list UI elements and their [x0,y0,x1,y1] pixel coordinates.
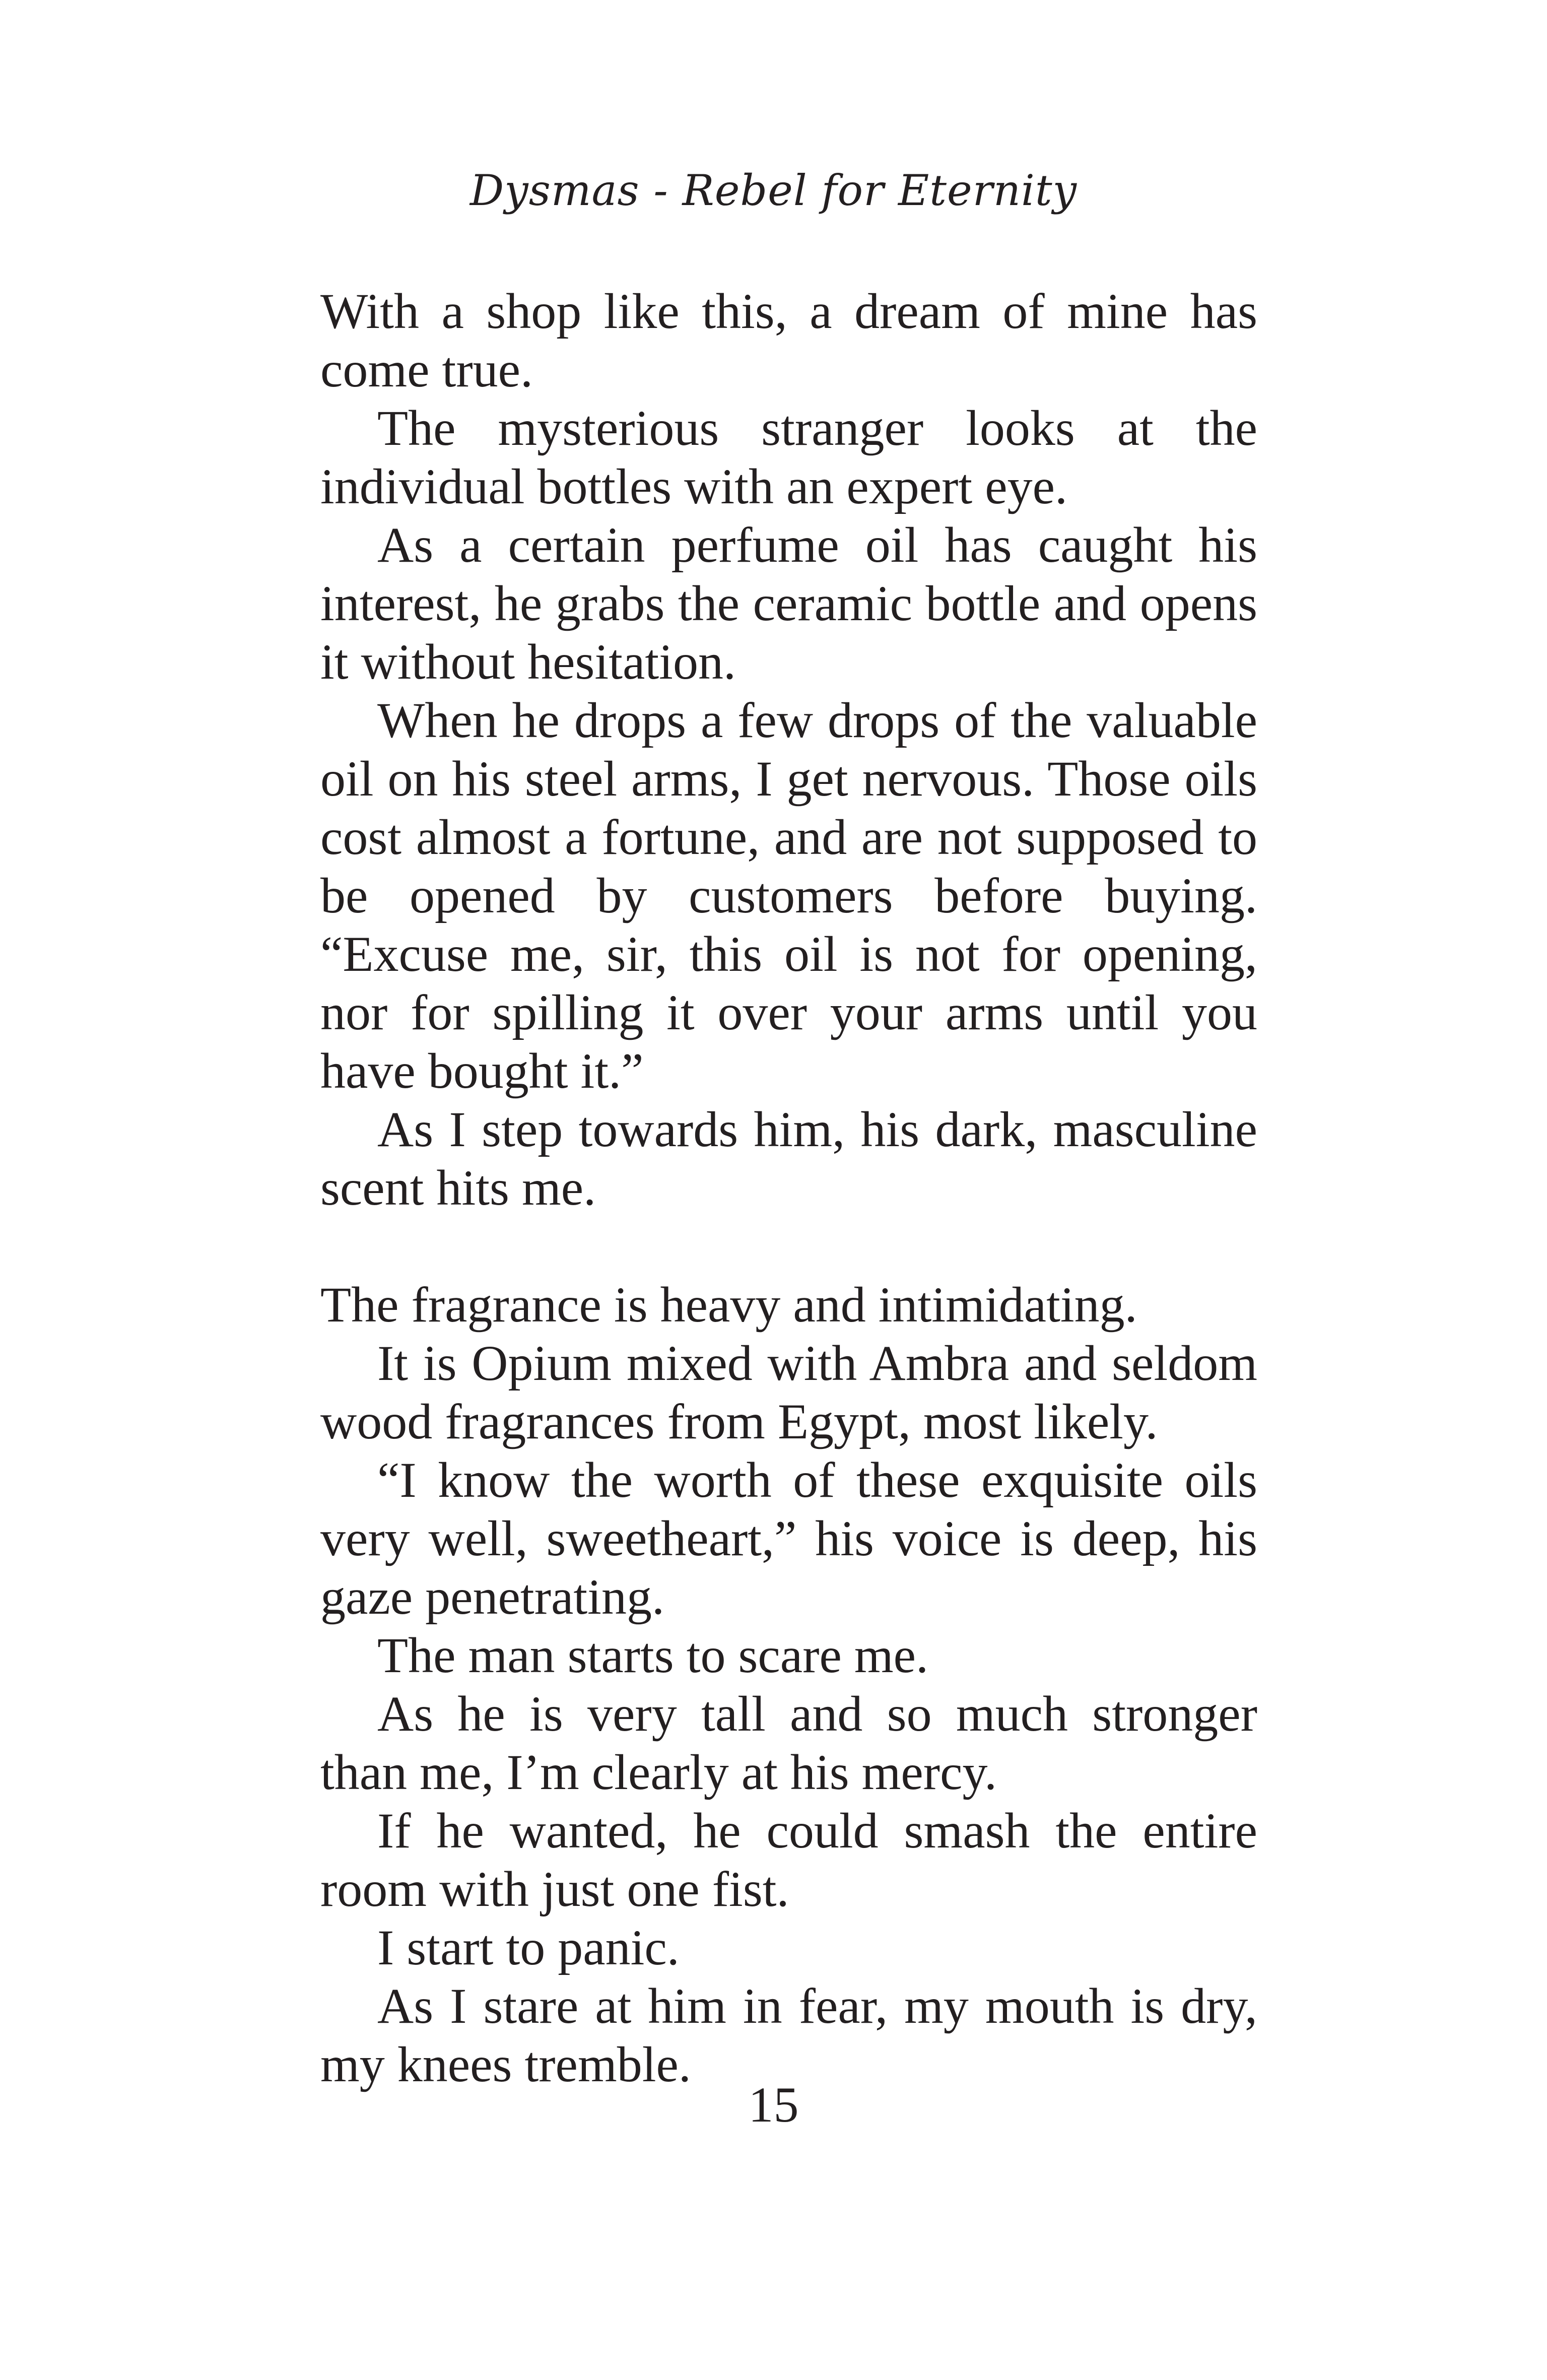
paragraph: As he is very tall and so much stronger than me, I’m clearly at his mercy. [320,1686,1257,1800]
paragraph: As a certain perfume oil has caught his interest, he grabs the ceramic bottle and opens it without hesitation. [320,517,1257,690]
paragraph: If he wanted, he could smash the entire room with just one fist. [320,1803,1257,1917]
paragraph: It is Opium mixed with Ambra and seldom wood fragrances from Egypt, most likely. [320,1335,1257,1449]
page-number: 15 [748,2077,799,2133]
paragraph: When he drops a few drops of the valuable oil on his steel arms, I get nervous. Those oils cost almost a fortune, and are not supposed to be opened by customers before buying. “Excuse me, sir, this oil is not for opening, nor for spilling it over your arms until you have bought it.” [320,692,1257,1099]
section-break [320,1217,1257,1276]
paragraph: As I stare at him in fear, my mouth is dry, my knees tremble. [320,1978,1257,2092]
body-text [320,282,1257,2094]
paragraph: With a shop like this, a dream of mine has come true. [320,283,1257,398]
running-head: Dysmas - Rebel for Eternity [469,166,1078,215]
paragraph: As I step towards him, his dark, masculine scent hits me. [320,1101,1257,1216]
paragraph: I start to panic. [377,1920,680,1975]
paragraph: The fragrance is heavy and intimidating. [320,1277,1137,1333]
paragraph: The man starts to scare me. [377,1627,929,1683]
paragraph: The mysterious stranger looks at the individual bottles with an expert eye. [320,400,1257,514]
paragraph: “I know the worth of these exquisite oils very well, sweetheart,” his voice is deep, his gaze penetrating. [320,1452,1257,1625]
